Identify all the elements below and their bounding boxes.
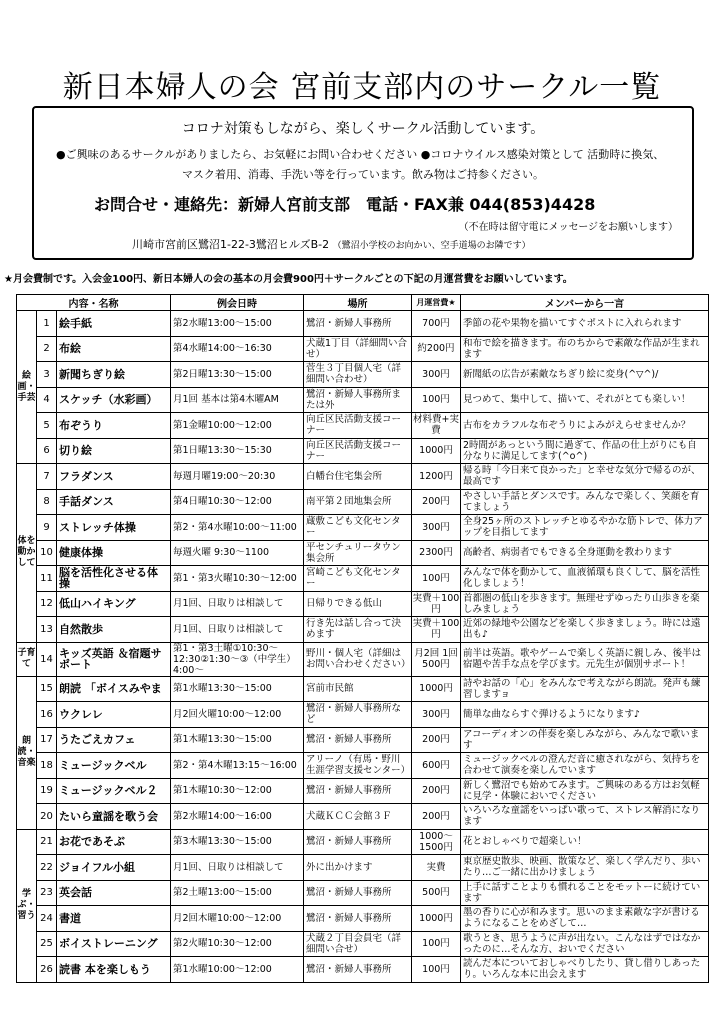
table-row: [17, 311, 709, 337]
place-cell: 宮前市民館: [304, 676, 412, 702]
place-cell: 鷺沼・新婦人事務所: [304, 906, 412, 932]
place-cell: 鷺沼・新婦人事務所: [304, 880, 412, 906]
schedule-cell: 月2回木曜10:00～12:00: [171, 906, 304, 932]
message-cell: 近郊の緑地や公園などを楽しく歩きましょう。時には遠出も♪: [461, 617, 709, 643]
row-number: 12: [37, 591, 57, 617]
header-content: 内容・名称: [17, 295, 171, 311]
schedule-cell: 第2・第4木曜13:15～16:00: [171, 753, 304, 779]
schedule-cell: 第4日曜10:30～12:00: [171, 489, 304, 515]
schedule-cell: 月1回、日取りは相談して: [171, 591, 304, 617]
schedule-cell: 第4水曜14:00～16:30: [171, 336, 304, 362]
row-number: 21: [37, 829, 57, 855]
table-row: [17, 540, 709, 566]
message-cell: 帰る時「今日来て良かった」と幸せな気分で帰るのが、最高です: [461, 464, 709, 490]
row-number: 13: [37, 617, 57, 643]
schedule-cell: 月1回 基本は第4木曜AM: [171, 387, 304, 413]
fee-cell: 600円: [412, 753, 461, 779]
message-cell: 詩やお話の「心」をみんなで考えながら朗読。発声も練習しますョ: [461, 676, 709, 702]
row-number: 3: [37, 362, 57, 388]
place-cell: 南平第２団地集会所: [304, 489, 412, 515]
place-cell: 犬蔵1丁目（詳細問い合せ）: [304, 336, 412, 362]
message-cell: 新しく鷺沼でも始めてみます。ご興味のある方はお気軽に見学・体験においでください: [461, 778, 709, 804]
schedule-cell: 第1金曜10:00～12:00: [171, 413, 304, 439]
circle-name: 切り絵: [57, 438, 171, 464]
message-cell: ミュージックベルの澄んだ音に癒されながら、気持ちを合わせて演奏を楽しんでいます: [461, 753, 709, 779]
absence-note: （不在時は留守電にメッセージをお願いします）: [458, 222, 678, 233]
schedule-cell: 第3木曜13:30～15:00: [171, 829, 304, 855]
circle-name: ストレッチ体操: [57, 515, 171, 541]
table-row: [17, 617, 709, 643]
place-cell: 向丘区民活動支援コーナー: [304, 413, 412, 439]
circle-name: 低山ハイキング: [57, 591, 171, 617]
info-line-1: コロナ対策もしながら、楽しくサークル活動しています。: [181, 121, 545, 137]
row-number: 22: [37, 855, 57, 881]
table-row: [17, 591, 709, 617]
message-cell: 新聞紙の広告が素敵なちぎり絵に変身(^▽^)/: [461, 362, 709, 388]
place-cell: 蔵敷こども文化センター: [304, 515, 412, 541]
category-label: 絵画・手芸: [17, 311, 37, 464]
row-number: 9: [37, 515, 57, 541]
info-line-3: マスク着用、消毒、手洗い等を行っています。飲み物はご持参ください。: [181, 168, 545, 181]
fee-cell: 200円: [412, 804, 461, 830]
row-number: 6: [37, 438, 57, 464]
circle-name: ミュージックベル: [57, 753, 171, 779]
contact-line: お問合せ・連絡先：新婦人宮前支部 電話・FAX兼 044(853)4428: [94, 195, 596, 214]
row-number: 16: [37, 702, 57, 728]
circle-name: キッズ英語 ＆宿題サポート: [57, 642, 171, 676]
place-cell: 向丘区民活動支援コーナー: [304, 438, 412, 464]
message-cell: 古布をカラフルな布ぞうりによみがえらせませんか？: [461, 413, 709, 439]
schedule-cell: 第2火曜10:30～12:00: [171, 931, 304, 957]
fee-cell: 100円: [412, 931, 461, 957]
message-cell: 簡単な曲ならすぐ弾けるようになります♪: [461, 702, 709, 728]
place-cell: 鷺沼・新婦人事務所: [304, 829, 412, 855]
message-cell: 読んだ本についておしゃべりしたり、貸し借りしあったり。いろんな本に出会えます: [461, 957, 709, 983]
fee-cell: 200円: [412, 489, 461, 515]
schedule-cell: 第2日曜13:30～15:00: [171, 362, 304, 388]
circle-name: 読書 本を楽しもう: [57, 957, 171, 983]
table-row: [17, 676, 709, 702]
info-box: [32, 106, 694, 260]
fee-note: ★月会費制です。入会金100円、新日本婦人の会の基本の月会費900円＋サークルごとの下記の月運営費をお願いしています。: [4, 274, 573, 285]
table-row: [17, 829, 709, 855]
message-cell: 歌うとき、思うように声が出ない。こんなはずではなかったのに…そんな方、おいでください: [461, 931, 709, 957]
fee-cell: 200円: [412, 727, 461, 753]
message-cell: やさしい手話とダンスです。みんなで楽しく、笑顔を育てましょう: [461, 489, 709, 515]
fee-cell: 100円: [412, 566, 461, 592]
row-number: 26: [37, 957, 57, 983]
fee-cell: 1200円: [412, 464, 461, 490]
fee-cell: 700円: [412, 311, 461, 337]
fee-cell: 約200円: [412, 336, 461, 362]
fee-cell: 300円: [412, 362, 461, 388]
table-row: [17, 362, 709, 388]
message-cell: 高齢者、病弱者でもできる全身運動を教わります: [461, 540, 709, 566]
category-label: 子育て: [17, 642, 37, 676]
place-cell: 鷺沼・新婦人事務所または外: [304, 387, 412, 413]
table-row: [17, 727, 709, 753]
schedule-cell: 第1日曜13:30～15:30: [171, 438, 304, 464]
table-row: [17, 804, 709, 830]
table-row: [17, 855, 709, 881]
place-cell: 宮崎こども文化センター: [304, 566, 412, 592]
row-number: 14: [37, 642, 57, 676]
message-cell: 花とおしゃべりで超楽しい！: [461, 829, 709, 855]
circle-name: 新聞ちぎり絵: [57, 362, 171, 388]
message-cell: 前半は英語。歌やゲームで楽しく英語に親しみ、後半は宿題や苦手な点を学びます。元先生が個別サポート！: [461, 642, 709, 676]
message-cell: 首都圏の低山を歩きます。無理せずゆったり山歩きを楽しみましょう: [461, 591, 709, 617]
circle-name: ウクレレ: [57, 702, 171, 728]
circle-name: ボイストレーニング: [57, 931, 171, 957]
row-number: 18: [37, 753, 57, 779]
header-schedule: 例会日時: [171, 295, 304, 311]
header-place: 場所: [304, 295, 412, 311]
table-row: [17, 642, 709, 676]
message-cell: いろいろな童謡をいっぱい歌って、ストレス解消になります: [461, 804, 709, 830]
address: 川崎市宮前区鷺沼1-22-3鷺沼ヒルズB-2: [132, 238, 330, 251]
row-number: 11: [37, 566, 57, 592]
fee-cell: 実費: [412, 855, 461, 881]
place-cell: アリーノ（有馬・野川生涯学習支援センター）: [304, 753, 412, 779]
page-title: 新日本婦人の会 宮前支部内のサークル一覧: [62, 70, 662, 105]
place-cell: 白幡台住宅集会所: [304, 464, 412, 490]
table-row: [17, 880, 709, 906]
table-header-row: [17, 295, 709, 311]
schedule-cell: 毎週火曜 9:30～1100: [171, 540, 304, 566]
circle-name: 英会話: [57, 880, 171, 906]
fee-cell: 2300円: [412, 540, 461, 566]
table-row: [17, 753, 709, 779]
place-cell: 鷺沼・新婦人事務所: [304, 311, 412, 337]
message-cell: 見つめて、集中して、描いて、それがとても楽しい！: [461, 387, 709, 413]
message-cell: 季節の花や果物を描いてすぐポストに入れられます: [461, 311, 709, 337]
fee-cell: 100円: [412, 387, 461, 413]
message-cell: みんなで体を動かして、血液循環も良くして、脳を活性化しましょう！: [461, 566, 709, 592]
row-number: 19: [37, 778, 57, 804]
circle-name: お花であそぶ: [57, 829, 171, 855]
schedule-cell: 第2水曜14:00～16:00: [171, 804, 304, 830]
row-number: 7: [37, 464, 57, 490]
circle-name: 自然散歩: [57, 617, 171, 643]
table-row: [17, 957, 709, 983]
row-number: 23: [37, 880, 57, 906]
fee-cell: 300円: [412, 515, 461, 541]
table-row: [17, 778, 709, 804]
schedule-cell: 第2水曜13:00～15:00: [171, 311, 304, 337]
circle-name: スケッチ（水彩画）: [57, 387, 171, 413]
table-row: [17, 702, 709, 728]
schedule-cell: 第1水曜13:30～15:00: [171, 676, 304, 702]
message-cell: 墨の香りに心が和みます。思いのまま素敵な字が書けるようになることをめざして…: [461, 906, 709, 932]
circle-name: ジョイフル小組: [57, 855, 171, 881]
table-row: [17, 438, 709, 464]
fee-cell: 300円: [412, 702, 461, 728]
circle-name: ミュージックベル２: [57, 778, 171, 804]
category-label: 体を動かして: [17, 464, 37, 643]
row-number: 24: [37, 906, 57, 932]
table-row: [17, 489, 709, 515]
message-cell: 和布で絵を描きます。布のちからで素敵な作品が生まれます: [461, 336, 709, 362]
circle-table: [16, 294, 709, 983]
table-row: [17, 906, 709, 932]
circle-name: うたごえカフェ: [57, 727, 171, 753]
schedule-cell: 第1・第3火曜10:30～12:00: [171, 566, 304, 592]
place-cell: 野川・個人宅（詳細はお問い合わせください）: [304, 642, 412, 676]
row-number: 10: [37, 540, 57, 566]
place-cell: 犬蔵ＫＣＣ会館３Ｆ: [304, 804, 412, 830]
schedule-cell: 第2土曜13:00～15:00: [171, 880, 304, 906]
address-note: （鷺沼小学校のお向かい、空手道場のお隣です）: [332, 241, 531, 251]
place-cell: 鷺沼・新婦人事務所: [304, 727, 412, 753]
table-row: [17, 464, 709, 490]
place-cell: 日帰りできる低山: [304, 591, 412, 617]
message-cell: 全身25ヶ所のストレッチとゆるやかな筋トレで、体力アップを目指してます: [461, 515, 709, 541]
message-cell: 上手に話すことよりも慣れることをモットーに続けています: [461, 880, 709, 906]
schedule-cell: 毎週月曜19:00～20:30: [171, 464, 304, 490]
table-row: [17, 515, 709, 541]
row-number: 1: [37, 311, 57, 337]
address-line: [132, 236, 531, 252]
fee-cell: 月2回 1回500円: [412, 642, 461, 676]
row-number: 5: [37, 413, 57, 439]
circle-name: たいら童謡を歌う会: [57, 804, 171, 830]
fee-cell: 200円: [412, 778, 461, 804]
table-row: [17, 931, 709, 957]
fee-cell: 1000円: [412, 906, 461, 932]
row-number: 15: [37, 676, 57, 702]
table-row: [17, 336, 709, 362]
schedule-cell: 第1木曜10:30～12:00: [171, 778, 304, 804]
schedule-cell: 月2回火曜10:00～12:00: [171, 702, 304, 728]
header-fee: 月運営費★: [412, 295, 461, 311]
row-number: 20: [37, 804, 57, 830]
place-cell: 行き先は話し合って決めます: [304, 617, 412, 643]
circle-name: 健康体操: [57, 540, 171, 566]
schedule-cell: 第2・第4水曜10:00～11:00: [171, 515, 304, 541]
circle-name: 朗読 「ボイスみやま: [57, 676, 171, 702]
circle-name: 布絵: [57, 336, 171, 362]
circle-name: 手話ダンス: [57, 489, 171, 515]
fee-cell: 1000円: [412, 438, 461, 464]
fee-cell: 1000～1500円: [412, 829, 461, 855]
circle-name: 書道: [57, 906, 171, 932]
place-cell: 鷺沼・新婦人事務所など: [304, 702, 412, 728]
table-row: [17, 387, 709, 413]
fee-cell: 材料費+実費: [413, 414, 459, 437]
fee-cell: 100円: [412, 957, 461, 983]
circle-name: フラダンス: [57, 464, 171, 490]
row-number: 4: [37, 387, 57, 413]
schedule-cell: 月1回、日取りは相談して: [171, 855, 304, 881]
row-number: 8: [37, 489, 57, 515]
table-row: [17, 566, 709, 592]
place-cell: 犬蔵２丁目会員宅（詳細問い合せ）: [304, 931, 412, 957]
place-cell: 菅生３丁目個人宅（詳細問い合わせ）: [304, 362, 412, 388]
message-cell: 2時間があっという間に過ぎて、作品の仕上がりにも自分なりに満足してます(^o^): [461, 438, 709, 464]
schedule-cell: 第1木曜13:30～15:00: [171, 727, 304, 753]
message-cell: アコーディオンの伴奏を楽しみながら、みんなで歌います: [461, 727, 709, 753]
category-label: 朗読・音楽: [17, 676, 37, 829]
schedule-cell: 第1・第3土曜①10:30～12:30②1:30～③（中学生）4:00～: [171, 642, 304, 676]
circle-name: 絵手紙: [57, 311, 171, 337]
circle-name: 布ぞうり: [57, 413, 171, 439]
info-line-2: ●ご興味のあるサークルがありましたら、お気軽にお問い合わせください ●コロナウイルス感染対策として 活動時に換気、: [56, 148, 665, 161]
place-cell: 平センチュリータウン集会所: [304, 540, 412, 566]
fee-cell: 1000円: [412, 676, 461, 702]
schedule-cell: 第1水曜10:00～12:00: [171, 957, 304, 983]
row-number: 25: [37, 931, 57, 957]
table-row: [17, 413, 709, 439]
header-message: メンバーから一言: [461, 295, 709, 311]
fee-cell: 実費＋100円: [412, 592, 460, 615]
category-label: 学ぶ・習う: [17, 829, 37, 982]
schedule-cell: 月1回、日取りは相談して: [171, 617, 304, 643]
place-cell: 鷺沼・新婦人事務所: [304, 778, 412, 804]
place-cell: 外に出かけます: [304, 855, 412, 881]
row-number: 2: [37, 336, 57, 362]
place-cell: 鷺沼・新婦人事務所: [304, 957, 412, 983]
fee-cell: 実費＋100円: [412, 618, 460, 641]
row-number: 17: [37, 727, 57, 753]
circle-name: 脳を活性化させる体操: [57, 566, 171, 592]
fee-cell: 500円: [412, 880, 461, 906]
message-cell: 東京歴史散歩、映画、散策など、楽しく学んだり、歩いたり…ご一緒に出かけましょう: [461, 855, 709, 881]
